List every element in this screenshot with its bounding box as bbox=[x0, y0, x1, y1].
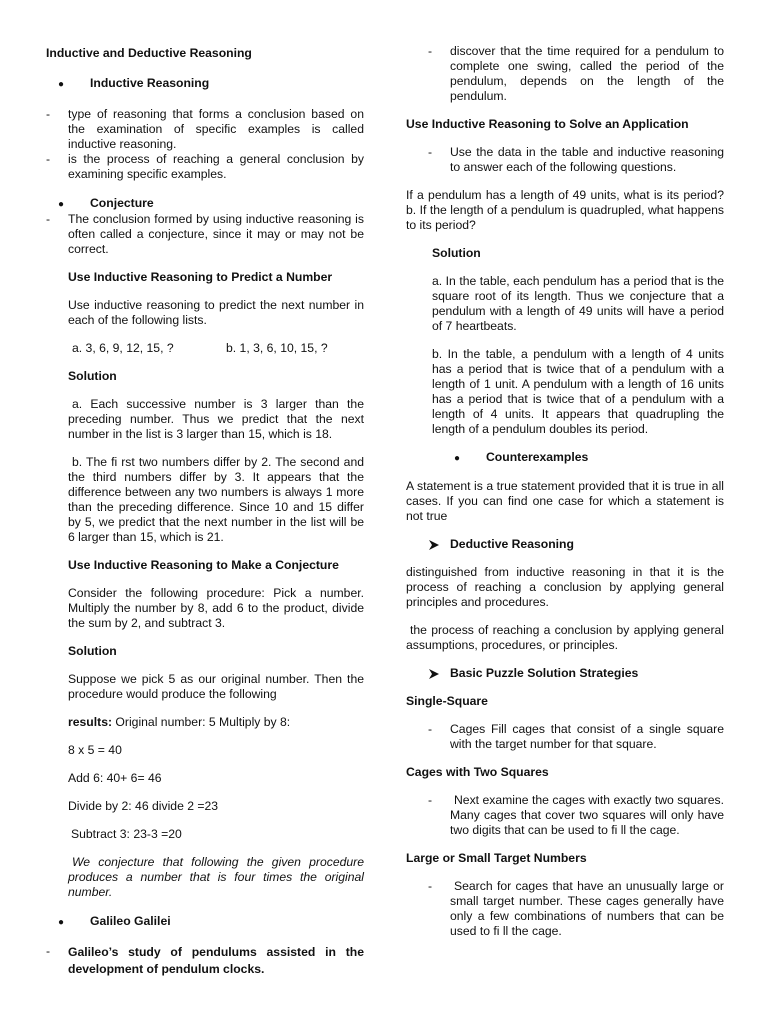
deductive-text-1: distinguished from inductive reasoning in that it is the process of reaching a conclusion by applying general principles and procedures. bbox=[406, 565, 724, 609]
right-solution-b: b. In the table, a pendulum with a length of 4 units has a period that is twice that of a pendulum with a length of 1 unit. A pendulum with a length of 16 units has a period that is twice that of a pendulum with a length of 4 units. It appears that quadrupling the length of a pendulum doubles its period. bbox=[432, 347, 724, 436]
step-1: 8 x 5 = 40 bbox=[68, 743, 122, 757]
conjecture-procedure-heading: Use Inductive Reasoning to Make a Conjecture bbox=[68, 558, 339, 572]
target-numbers-heading: Large or Small Target Numbers bbox=[406, 851, 587, 865]
right-column bbox=[406, 44, 724, 939]
bullet-inductive bbox=[46, 76, 364, 92]
solution-b: b. The fi rst two numbers differ by 2. The second and the third numbers differ by 3. It appears that the difference between any two numbers is always 1 more than the preceding difference. Since 10 and 15 differ by 5, we predict that the next number in the list will be 6 larger than 15, which is 21. bbox=[68, 455, 364, 544]
solution-a: a. Each successive number is 3 larger than the preceding number. Thus we predict that the next number in the list is 3 larger than 15, which is 18. bbox=[68, 397, 364, 441]
arrow-puzzle bbox=[406, 666, 724, 681]
discover-text: discover that the time required for a pendulum to complete one swing, called the period of the pendulum, depends on the length of the pendulum. bbox=[450, 44, 724, 103]
inductive-heading: Inductive Reasoning bbox=[90, 76, 210, 90]
target-numbers-row: - Search for cages that have an unusually large or small target number. These cages generally have only a few combinations of numbers that can be used to fi ll the cage. bbox=[428, 879, 724, 938]
bullet-icon: ● bbox=[454, 453, 461, 464]
bullet-conjecture bbox=[46, 196, 364, 212]
results-text: Original number: 5 Multiply by 8: bbox=[112, 715, 291, 729]
conjecture-heading: Conjecture bbox=[90, 196, 154, 210]
application-heading: Use Inductive Reasoning to Solve an Application bbox=[406, 117, 689, 131]
question-text: If a pendulum has a length of 49 units, what is its period? b. If the length of a pendulum is quadrupled, what happens to its period? bbox=[406, 188, 724, 232]
conclusion-text: We conjecture that following the given procedure produces a number that is four times the original number. bbox=[68, 855, 364, 899]
galileo-text: Galileo’s study of pendulums assisted in the development of pendulum clocks. bbox=[68, 945, 364, 976]
arrow-deductive bbox=[406, 537, 724, 552]
step-4: Subtract 3: 23-3 =20 bbox=[71, 827, 182, 841]
arrowhead-bullet-icon bbox=[428, 668, 440, 680]
two-squares-heading: Cages with Two Squares bbox=[406, 765, 549, 779]
single-square-text: Cages Fill cages that consist of a single square with the target number for that square. bbox=[450, 722, 724, 751]
left-column bbox=[46, 44, 364, 978]
counterexamples-text: A statement is a true statement provided that it is true in all cases. If you can find one case for which a statement is not true bbox=[406, 479, 724, 523]
step-2: Add 6: 40+ 6= 46 bbox=[68, 771, 162, 785]
predict-intro: Use inductive reasoning to predict the next number in each of the following lists. bbox=[68, 298, 364, 327]
solution-heading-2: Solution bbox=[68, 644, 117, 658]
bullet-icon: ● bbox=[58, 199, 65, 210]
bullet-icon: ● bbox=[58, 917, 65, 928]
counterexamples-heading: Counterexamples bbox=[486, 450, 589, 464]
right-solution-a: a. In the table, each pendulum has a period that is the square root of its length. Thus we conjecture that a pendulum with a length of 49 units will have a period of 7 heartbeats. bbox=[432, 274, 724, 333]
solution-2-text: Suppose we pick 5 as our original number. Then the procedure would produce the following bbox=[68, 672, 364, 701]
deductive-text-2: the process of reaching a conclusion by applying general assumptions, procedures, or principles. bbox=[406, 623, 724, 652]
application-instruction-row: - Use the data in the table and inductive reasoning to answer each of the following questions. bbox=[428, 145, 724, 174]
list-a: a. 3, 6, 9, 12, 15, ? bbox=[72, 341, 174, 355]
puzzle-heading: Basic Puzzle Solution Strategies bbox=[450, 666, 639, 680]
conjecture-def: - The conclusion formed by using inductive reasoning is often called a conjecture, since it may or may not be correct. bbox=[46, 212, 364, 256]
results-label: results: bbox=[68, 715, 113, 729]
list-b: b. 1, 3, 6, 10, 15, ? bbox=[226, 341, 328, 355]
discover-row: - discover that the time required for a pendulum to complete one swing, called the period of the pendulum, depends on the length of the pendulum. bbox=[428, 44, 724, 103]
number-lists bbox=[72, 341, 364, 356]
galileo-heading: Galileo Galilei bbox=[90, 914, 171, 928]
inductive-def-2: - is the process of reaching a general conclusion by examining specific examples. bbox=[46, 152, 364, 181]
deductive-heading: Deductive Reasoning bbox=[450, 537, 574, 551]
solution-heading-1: Solution bbox=[68, 369, 117, 383]
bullet-icon: ● bbox=[58, 79, 65, 90]
inductive-def-1: - type of reasoning that forms a conclusion based on the examination of specific examples is called inductive reasoning. bbox=[46, 107, 364, 151]
single-square-heading: Single-Square bbox=[406, 694, 488, 708]
results-line bbox=[68, 715, 364, 730]
predict-heading: Use Inductive Reasoning to Predict a Number bbox=[68, 270, 333, 284]
two-squares-row: - Next examine the cages with exactly two squares. Many cages that cover two squares will only have two digits that can be used to fi ll the cage. bbox=[428, 793, 724, 837]
single-square-row: - Cages Fill cages that consist of a single square with the target number for that square. bbox=[428, 722, 724, 751]
arrowhead-bullet-icon bbox=[428, 539, 440, 551]
step-3: Divide by 2: 46 divide 2 =23 bbox=[68, 799, 219, 813]
bullet-counterexamples bbox=[442, 450, 724, 466]
galileo-text-row: - Galileo’s study of pendulums assisted in the development of pendulum clocks. bbox=[46, 944, 364, 976]
document-title: Inductive and Deductive Reasoning bbox=[46, 46, 252, 60]
conjecture-intro: Consider the following procedure: Pick a number. Multiply the number by 8, add 6 to the product, divide the sum by 2, and subtract 3. bbox=[68, 586, 364, 630]
solution-heading-right: Solution bbox=[432, 246, 481, 260]
bullet-galileo bbox=[46, 914, 364, 930]
two-squares-text: Next examine the cages with exactly two squares. Many cages that cover two squares will only have two digits that can be used to fi ll the cage. bbox=[450, 793, 724, 837]
application-instruction: Use the data in the table and inductive reasoning to answer each of the following questions. bbox=[450, 145, 724, 174]
target-numbers-text: Search for cages that have an unusually large or small target number. These cages generally have only a few combinations of numbers that can be used to fi ll the cage. bbox=[450, 879, 724, 938]
